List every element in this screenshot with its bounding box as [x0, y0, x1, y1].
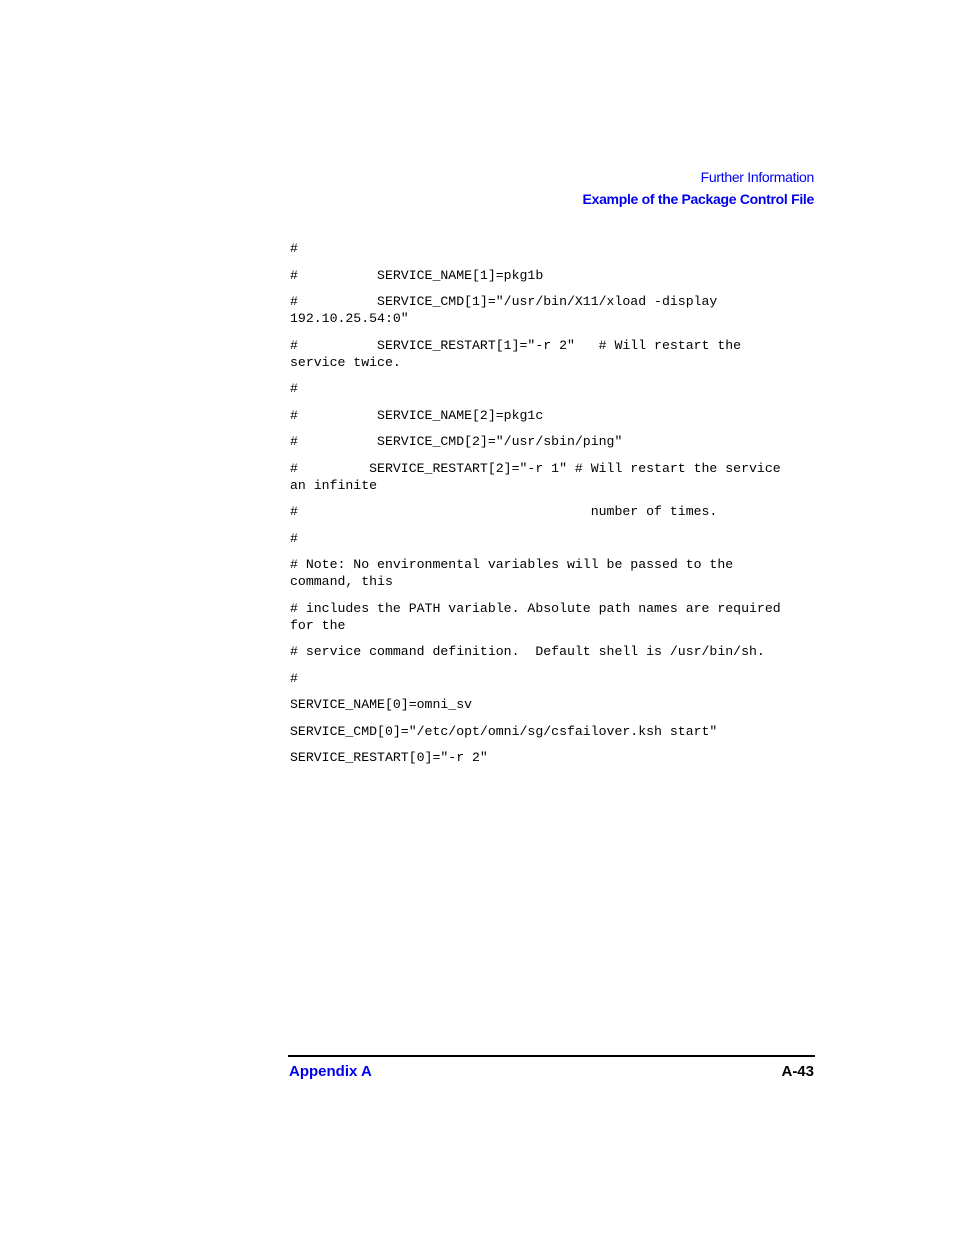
chapter-title: Further Information	[700, 169, 814, 185]
code-line: SERVICE_CMD[0]="/etc/opt/omni/sg/csfailover.ksh start"	[290, 723, 718, 739]
code-line: #	[290, 530, 298, 546]
code-line: # service command definition. Default shell is /usr/bin/sh.	[290, 644, 765, 659]
code-line: # includes the PATH variable. Absolute path names are required for the	[290, 600, 781, 633]
code-line: # SERVICE_CMD[1]="/usr/bin/X11/xload -display 192.10.25.54:0"	[290, 294, 718, 326]
footer-page-number: A-43	[781, 1063, 814, 1080]
code-line: # number of times.	[290, 504, 718, 519]
code-line: SERVICE_RESTART[0]="-r 2"	[290, 750, 488, 765]
code-line: # SERVICE_NAME[2]=pkg1c	[290, 407, 544, 423]
code-listing	[290, 240, 820, 776]
running-header	[583, 166, 814, 210]
code-line: # Note: No environmental variables will be passed to the command, this	[290, 557, 734, 589]
code-line: #	[290, 241, 298, 256]
code-line: #	[290, 381, 298, 396]
footer-appendix-label: Appendix A	[289, 1063, 372, 1080]
section-title: Example of the Package Control File	[582, 191, 814, 207]
footer-divider	[288, 1055, 815, 1057]
code-line: # SERVICE_CMD[2]="/usr/sbin/ping"	[290, 434, 623, 449]
code-line: SERVICE_NAME[0]=omni_sv	[290, 697, 473, 712]
code-line: # SERVICE_RESTART[2]="-r 1" # Will restart the service an infinite	[290, 460, 781, 493]
code-line: # SERVICE_NAME[1]=pkg1b	[290, 267, 544, 283]
code-line: # SERVICE_RESTART[1]="-r 2" # Will restart the service twice.	[290, 337, 742, 370]
code-line: #	[290, 670, 298, 686]
